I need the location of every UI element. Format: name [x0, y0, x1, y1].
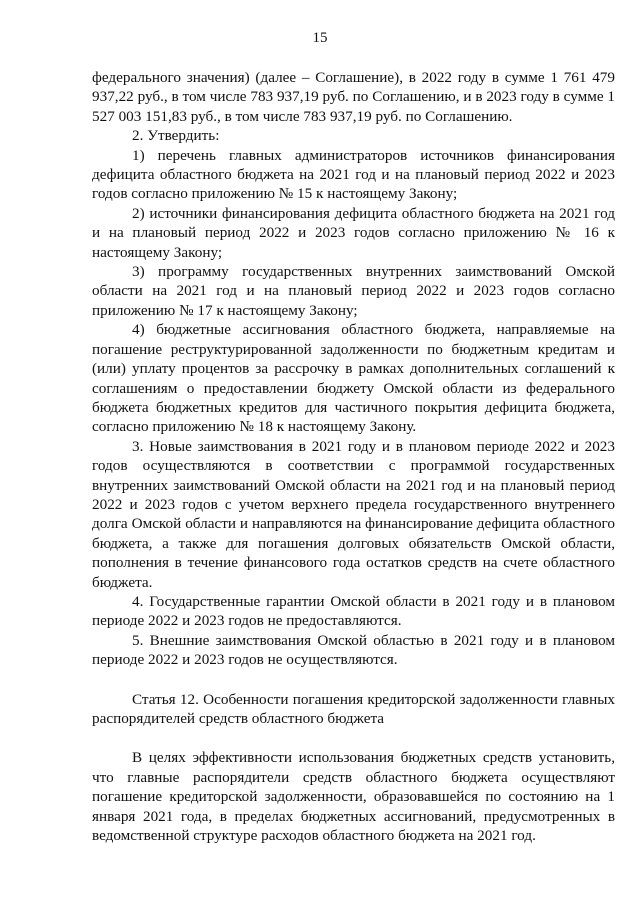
article-heading: Статья 12. Особенности погашения кредиторской задолженности главных распорядителей средств областного бюджета [92, 690, 615, 727]
paragraph-item-3: 3. Новые заимствования в 2021 году и в плановом периоде 2022 и 2023 годов осуществляются в соответствии с программой государственных внутренних заимствований Омской области на 2021 год и на плановый период 2022 и 2023 годов с учетом верхнего предела государственного внутреннего долга Омской области и направляются на финансирование дефицита областного бюджета, а также для погашения долговых обязательств Омской области, пополнения в течение финансового года остатков средств на счете областного бюджета. [92, 437, 615, 591]
paragraph-continuation: федерального значения) (далее – Соглашение), в 2022 году в сумме 1 761 479 937,22 руб., в том числе 783 937,19 руб. по Соглашению, и в 2023 году в сумме 1 527 003 151,83 руб., в том числе 783 937,19 руб. по Соглашению. [92, 69, 615, 125]
paragraph-subitem-2: 2) источники финансирования дефицита областного бюджета на 2021 год и на плановый период 2022 и 2023 годов согласно приложению № 16 к настоящему Закону; [92, 204, 615, 261]
paragraph-subitem-1: 1) перечень главных администраторов источников финансирования дефицита областного бюджета на 2021 год и на плановый период 2022 и 2023 годов согласно приложению № 15 к настоящему Закону; [92, 146, 615, 203]
article-body: В целях эффективности использования бюджетных средств установить, что главные распорядители средств областного бюджета осуществляют погашение кредиторской задолженности, образовавшейся по состоянию на 1 января 2021 года, в пределах бюджетных ассигнований, предусмотренных в ведомственной структуре расходов областного бюджета на 2021 год. [92, 749, 615, 845]
paragraph-item-2: 2. Утвердить: [132, 127, 220, 145]
paragraph-item-4: 4. Государственные гарантии Омской области в 2021 году и в плановом периоде 2022 и 2023 годов не предоставляются. [92, 592, 615, 630]
paragraph-subitem-4: 4) бюджетные ассигнования областного бюджета, направляемые на погашение реструктурированной задолженности по бюджетным кредитам и (или) уплату процентов за рассрочку в рамках дополнительных соглашений к соглашениям о предоставлении бюджету Омской области из федерального бюджета бюджетных кредитов для частичного покрытия дефицита бюджета, согласно приложению № 18 к настоящему Закону. [92, 321, 615, 436]
page-number: 15 [312, 30, 328, 46]
document-body [92, 68, 615, 845]
paragraph-subitem-3: 3) программу государственных внутренних заимствований Омской области на 2021 год и на плановый период 2022 и 2023 годов согласно приложению № 17 к настоящему Закону; [92, 263, 615, 319]
paragraph-item-5: 5. Внешние заимствования Омской областью в 2021 году и в плановом периоде 2022 и 2023 годов не осуществляются. [92, 631, 615, 669]
